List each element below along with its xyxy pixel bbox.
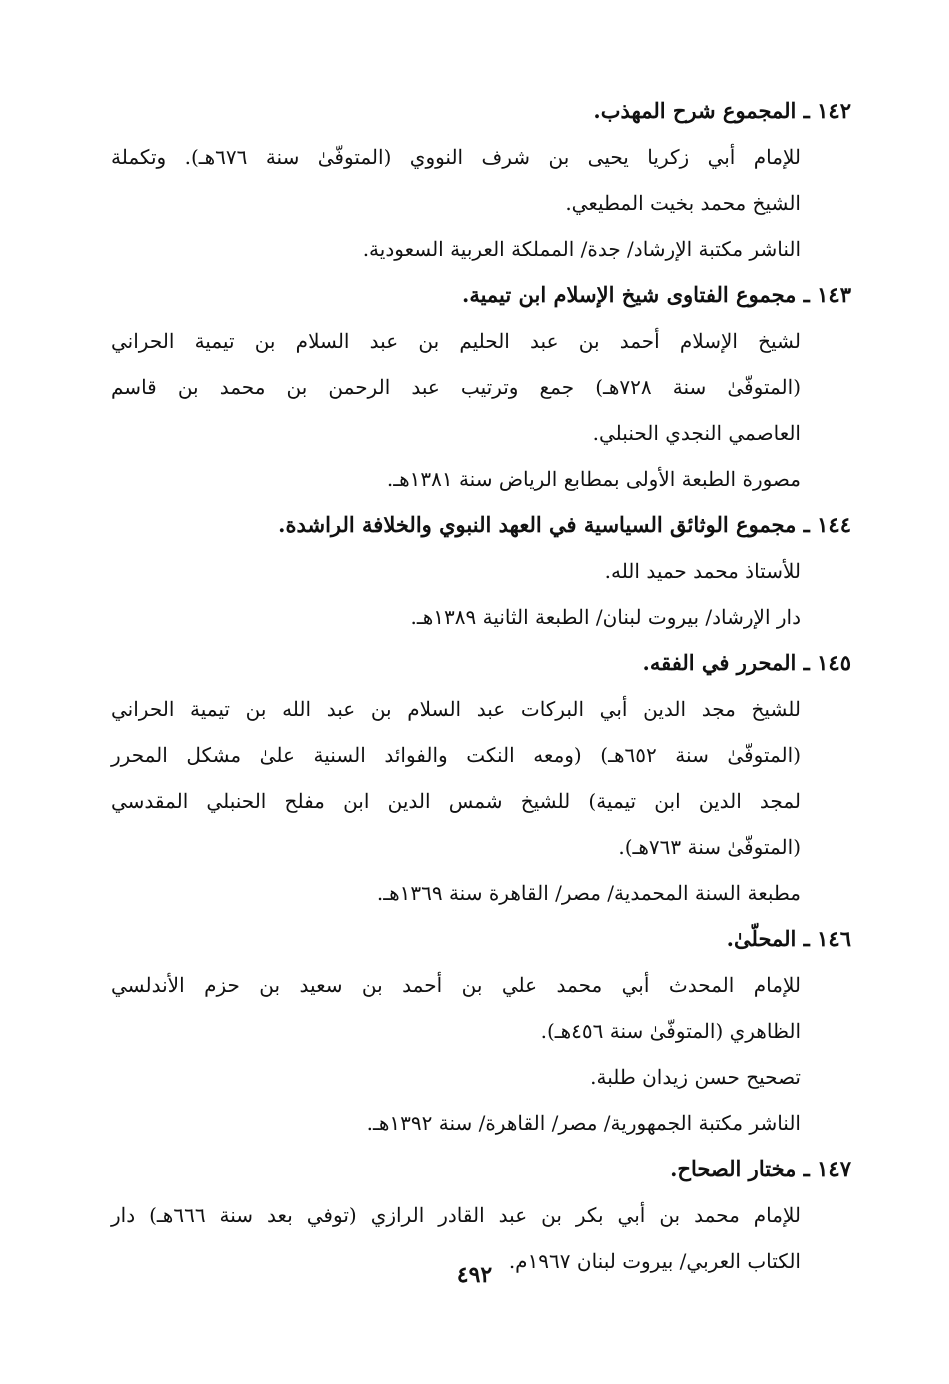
bibliography-entry-143 xyxy=(111,272,851,502)
entry-title: ١٤٥ ـ المحرر في الفقه. xyxy=(642,650,851,675)
entry-line: الناشر مكتبة الإرشاد/ جدة/ المملكة العربية السعودية. xyxy=(362,237,801,261)
entry-title-text: مختار الصحاح xyxy=(677,1156,797,1181)
bibliography-entry-142 xyxy=(111,88,851,272)
entry-dash: ـ xyxy=(796,98,810,123)
entry-dash: ـ xyxy=(796,512,810,537)
entry-dash: ـ xyxy=(796,282,810,307)
entry-line: (المتوفّىٰ سنة ٦٥٢هـ) (ومعه النكت والفوائد السنية علىٰ مشكل المحرر xyxy=(111,743,802,767)
entry-title-text: المحرر في الفقه xyxy=(649,650,797,675)
entry-number: ١٤٤ xyxy=(817,512,851,537)
bibliography-entry-144 xyxy=(111,502,851,640)
entry-dash: ـ xyxy=(796,926,810,951)
entry-line: العاصمي النجدي الحنبلي. xyxy=(592,421,801,445)
bibliography-entry-145 xyxy=(111,640,851,916)
entry-line: الكتاب العربي/ بيروت لبنان ١٩٦٧م. xyxy=(508,1249,801,1273)
entry-line: للإمام محمد بن أبي بكر بن عبد القادر الرازي (توفي بعد سنة ٦٦٦هـ) دار xyxy=(111,1203,801,1227)
entry-dash: ـ xyxy=(796,1156,810,1181)
entry-number: ١٤٥ xyxy=(817,650,851,675)
entry-number: ١٤٦ xyxy=(817,926,851,951)
entry-line: للشيخ مجد الدين أبي البركات عبد السلام بن عبد الله بن تيمية الحراني xyxy=(111,697,801,721)
entry-line: دار الإرشاد/ بيروت لبنان/ الطبعة الثانية ١٣٨٩هـ. xyxy=(410,605,801,629)
entry-title: ١٤٦ ـ المحلّىٰ. xyxy=(726,926,851,951)
entry-line: الشيخ محمد بخيت المطيعي. xyxy=(565,191,801,215)
entry-line: لشيخ الإسلام أحمد بن عبد الحليم بن عبد السلام بن تيمية الحراني xyxy=(111,329,801,353)
entry-number: ١٤٣ xyxy=(817,282,851,307)
page-number: ٤٩٢ xyxy=(456,1262,493,1288)
entry-title-text: المحلّىٰ xyxy=(733,926,797,951)
entry-number: ١٤٢ xyxy=(817,98,851,123)
bibliography-entry-146 xyxy=(111,916,851,1146)
entry-line: للإمام المحدث أبي محمد علي بن أحمد بن سعيد بن حزم الأندلسي xyxy=(111,973,801,997)
entry-title-text: مجموع الوثائق السياسية في العهد النبوي والخلافة الراشدة xyxy=(285,512,797,537)
entry-line: تصحيح حسن زيدان طلبة. xyxy=(590,1065,801,1089)
entry-title: ١٤٢ ـ المجموع شرح المهذب. xyxy=(593,98,851,123)
entry-title-text: المجموع شرح المهذب xyxy=(600,98,797,123)
entry-title: ١٤٤ ـ مجموع الوثائق السياسية في العهد النبوي والخلافة الراشدة. xyxy=(278,512,851,537)
entry-title-text: مجموع الفتاوى شيخ الإسلام ابن تيمية xyxy=(469,282,797,307)
entry-line: الناشر مكتبة الجمهورية/ مصر/ القاهرة/ سنة ١٣٩٢هـ. xyxy=(366,1111,801,1135)
entry-title: ١٤٣ ـ مجموع الفتاوى شيخ الإسلام ابن تيمية. xyxy=(462,282,851,307)
entry-line: مطبعة السنة المحمدية/ مصر/ القاهرة سنة ١٣٦٩هـ. xyxy=(376,881,801,905)
entry-line: (المتوفّىٰ سنة ٧٢٨هـ) جمع وترتيب عبد الرحمن بن محمد بن قاسم xyxy=(111,375,801,399)
entry-line: مصورة الطبعة الأولى بمطابع الرياض سنة ١٣٨١هـ. xyxy=(386,467,801,491)
entry-title: ١٤٧ ـ مختار الصحاح. xyxy=(670,1156,851,1181)
entry-number: ١٤٧ xyxy=(817,1156,851,1181)
entry-dash: ـ xyxy=(796,650,810,675)
entry-line: لمجد الدين ابن تيمية) للشيخ شمس الدين ابن مفلح الحنبلي المقدسي xyxy=(111,789,801,813)
bibliography-page xyxy=(111,88,851,1284)
entry-line: الظاهري (المتوفّىٰ سنة ٤٥٦هـ). xyxy=(540,1019,801,1043)
entry-line: للإمام أبي زكريا يحيى بن شرف النووي (المتوفّىٰ سنة ٦٧٦هـ). وتكملة xyxy=(111,145,801,169)
entry-line: للأستاذ محمد حميد الله. xyxy=(604,559,801,583)
entry-line: (المتوفّىٰ سنة ٧٦٣هـ). xyxy=(618,835,801,859)
